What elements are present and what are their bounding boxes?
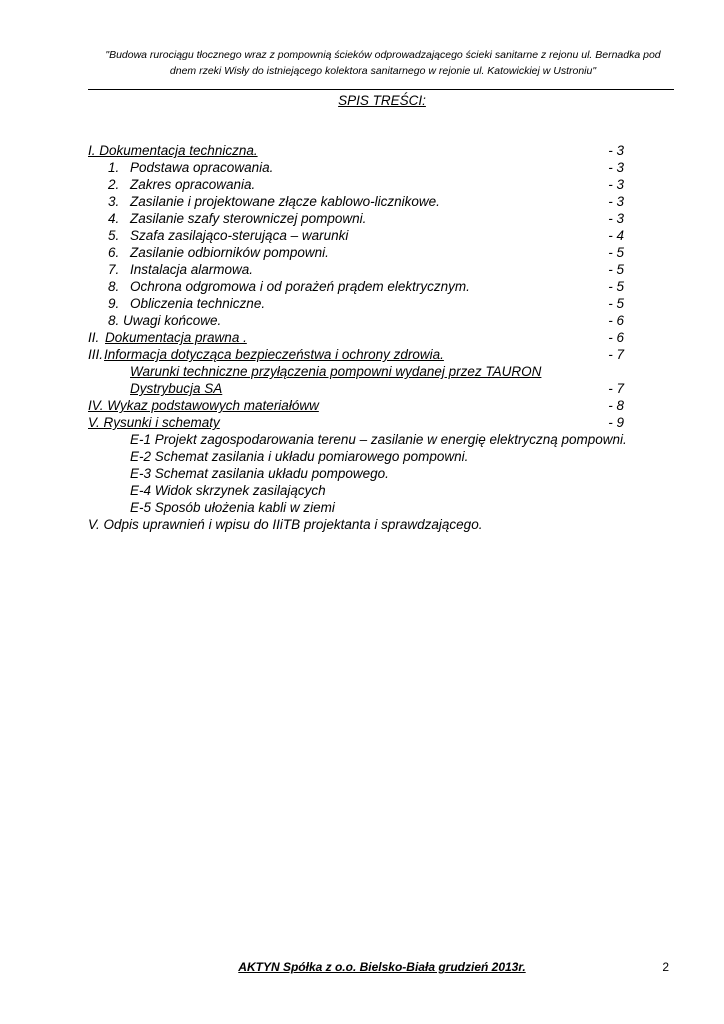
- toc-drawing-label: E-4 Widok skrzynek zasilających: [130, 483, 326, 498]
- toc-item[interactable]: [88, 244, 624, 261]
- toc-item-label: Zakres opracowania.: [130, 177, 256, 192]
- toc-item-label: Szafa zasilająco-sterująca – warunki: [130, 228, 349, 243]
- toc-subitem-label: Warunki techniczne przyłączenia pompowni wydanej przez TAURON: [130, 364, 542, 379]
- toc-page-number: - 5: [608, 262, 624, 277]
- toc-subitem[interactable]: [88, 363, 624, 380]
- toc-section-label: IV. Wykaz podstawowych materiałóww: [88, 398, 319, 413]
- toc-page-number: - 5: [608, 245, 624, 260]
- toc-item[interactable]: [88, 193, 624, 210]
- toc-item-number: 1.: [108, 160, 120, 175]
- toc-section-2[interactable]: [88, 329, 624, 346]
- toc-drawing-item[interactable]: [88, 499, 624, 516]
- toc-item[interactable]: [88, 227, 624, 244]
- toc-drawing-label: E-1 Projekt zagospodarowania terenu – zasilanie w energię elektryczną pompowni.: [130, 432, 627, 447]
- toc-page-number: - 5: [608, 279, 624, 294]
- toc-item-number: 6.: [108, 245, 120, 260]
- toc-item-label: Instalacja alarmowa.: [130, 262, 254, 277]
- toc-drawing-label: E-3 Schemat zasilania układu pompowego.: [130, 466, 389, 481]
- toc-item-label: Podstawa opracowania.: [130, 160, 274, 175]
- toc-item-label: 8. Uwagi końcowe.: [108, 313, 222, 328]
- toc-drawing-item[interactable]: [88, 482, 624, 499]
- toc-subitem-label: Dystrybucja SA: [130, 381, 223, 396]
- toc-section-3[interactable]: [88, 346, 624, 363]
- header-line-2: dnem rzeki Wisły do istniejącego kolektora sanitarnego w rejonie ul. Katowickiej w Ustroniu": [169, 65, 597, 77]
- toc-item-number: 4.: [108, 211, 120, 226]
- toc-section-number: III.: [88, 347, 104, 362]
- toc-drawing-item[interactable]: [88, 431, 627, 448]
- toc-page-number: - 3: [608, 177, 624, 192]
- toc-page-number: - 7: [608, 381, 624, 396]
- toc-section-label: Informacja dotycząca bezpieczeństwa i ochrony zdrowia.: [104, 347, 444, 362]
- toc-section-number: II.: [88, 330, 100, 345]
- toc-drawing-item[interactable]: [88, 465, 624, 482]
- toc-item-label: Zasilanie odbiorników pompowni.: [130, 245, 329, 260]
- toc-item[interactable]: [88, 210, 624, 227]
- toc-page-number: - 4: [608, 228, 624, 243]
- toc-page-number: - 6: [608, 330, 624, 345]
- toc-page-number: - 8: [608, 398, 624, 413]
- toc-item-label: Zasilanie i projektowane złącze kablowo-licznikowe.: [130, 194, 440, 209]
- toc-drawing-item[interactable]: [88, 448, 624, 465]
- toc-item-number: 7.: [108, 262, 120, 277]
- toc-page-number: - 6: [608, 313, 624, 328]
- toc-item[interactable]: [88, 159, 624, 176]
- toc-page-number: - 3: [608, 143, 624, 158]
- toc-item[interactable]: [88, 176, 624, 193]
- toc-page-number: - 3: [608, 211, 624, 226]
- toc-page-number: - 9: [608, 415, 624, 430]
- toc-title: SPIS TREŚCI:: [338, 93, 426, 108]
- toc-section-label: V. Rysunki i schematy: [88, 415, 220, 430]
- toc-section-label: V. Odpis uprawnień i wpisu do IIiTB projektanta i sprawdzającego.: [88, 517, 483, 532]
- toc-item-number: 9.: [108, 296, 120, 311]
- toc-item[interactable]: [88, 278, 624, 295]
- toc-section-4[interactable]: [88, 397, 624, 414]
- toc-item-label: Obliczenia techniczne.: [130, 296, 266, 311]
- toc-section-5[interactable]: [88, 414, 624, 431]
- toc-page-number: - 5: [608, 296, 624, 311]
- toc-page-number: - 3: [608, 160, 624, 175]
- toc-section-1[interactable]: [88, 142, 624, 159]
- toc-item-number: 5.: [108, 228, 120, 243]
- page-number: 2: [662, 960, 669, 974]
- document-header: [88, 47, 678, 79]
- toc-item-number: 2.: [108, 177, 120, 192]
- toc-section-6[interactable]: [88, 516, 624, 533]
- toc-item-label: Zasilanie szafy sterowniczej pompowni.: [130, 211, 367, 226]
- toc-section-label: I. Dokumentacja techniczna.: [88, 143, 258, 158]
- table-of-contents: [88, 142, 627, 533]
- toc-page-number: - 7: [608, 347, 624, 362]
- toc-drawing-label: E-5 Sposób ułożenia kabli w ziemi: [130, 500, 335, 515]
- document-footer: AKTYN Spółka z o.o. Bielsko-Biała grudzień 2013r.: [238, 960, 526, 974]
- toc-item[interactable]: [88, 261, 624, 278]
- header-divider: [88, 89, 674, 90]
- toc-item-final-remarks[interactable]: [88, 312, 624, 329]
- toc-subitem[interactable]: [88, 380, 624, 397]
- toc-item-number: 3.: [108, 194, 120, 209]
- toc-page-number: - 3: [608, 194, 624, 209]
- toc-section-label: Dokumentacja prawna .: [105, 330, 247, 345]
- toc-item-number: 8.: [108, 279, 120, 294]
- toc-item-label: Ochrona odgromowa i od porażeń prądem elektrycznym.: [130, 279, 470, 294]
- header-line-1: "Budowa rurociągu tłocznego wraz z pompownią ścieków odprowadzającego ścieki sanitarne z rejonu ul. Bernadka pod: [105, 49, 661, 61]
- toc-item[interactable]: [88, 295, 624, 312]
- toc-drawing-label: E-2 Schemat zasilania i układu pomiarowego pompowni.: [130, 449, 469, 464]
